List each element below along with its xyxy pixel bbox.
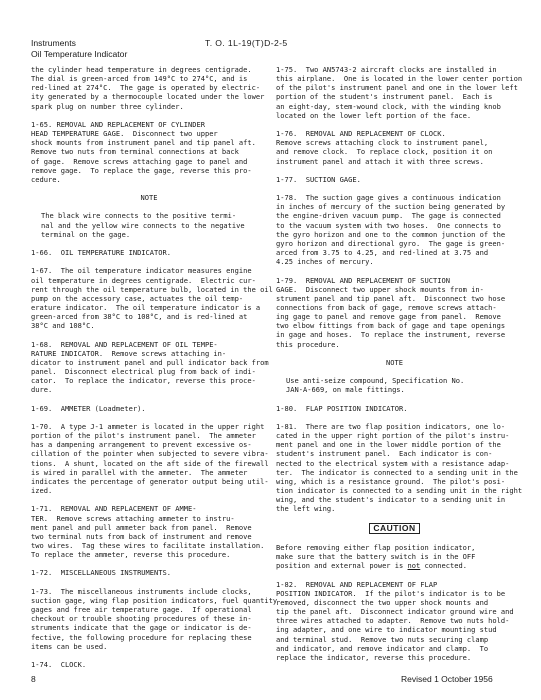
caution-text-not: not xyxy=(407,561,421,571)
heading-1-80: 1-80. FLAP POSITION INDICATOR. xyxy=(276,403,408,413)
caution-box-wrap xyxy=(276,523,513,534)
paragraph-1-81: 1-81. There are two flap position indicators, one lo- cated in the upper right portion of the pilot's instru- ment panel and one in the lower middle portion of the student's instrument panel. Each indicator is con- nected to the electrical system with a resistance adap- ter. The indicator is connected to a sending unit in the wing, which is a resistance ground. The pilot's posi- tion indicator is connected to a sending unit in the right wing, and the student's indicator to a sending unit in the left wing. xyxy=(276,421,523,514)
document-number: T. O. 1L-19(T)D-2-5 xyxy=(205,38,288,48)
paragraph-1-67: 1-67. The oil temperature indicator measures engine oil temperature in degrees centigrade. Electric cur- rent through the oil temperature bulb, located in the oil pump on the accessory case, actuates the oil temp- erature indicator. The oil temperature indicator is a green-arced from 38°C to 108°C, and is red-lined at 38°C and 108°C. xyxy=(31,266,273,331)
caution-text-a: Before removing either flap position indicator, make sure that the battery switch is in the OFF position and external power is xyxy=(276,542,476,571)
caution-text xyxy=(276,543,513,570)
note-heading: NOTE xyxy=(386,357,403,367)
paragraph-1-78: 1-78. The suction gage gives a continuous indication in inches of mercury of the suction being generated by the engine-driven vacuum pump. The gage is connected to the vacuum system with two hoses. One connects to the gyro horizon and one to the common junction of the gyro horizon and directional gyro. The gage is green- arced from 3.75 to 4.25, and red-lined at 3.75 and 4.25 inches of mercury. xyxy=(276,193,506,267)
paragraph-1-73: 1-73. The miscellaneous instruments include clocks, suction gage, wing flap position indicators, fuel quantity gages and free air temperature gage. If operational checkout or trouble shooting procedures of these in- struments indicate that the gage or indicator is de- fective, the following procedure for replacing these items can be used. xyxy=(31,586,278,651)
caution-label: CAUTION xyxy=(369,523,419,534)
heading-1-77: 1-77. SUCTION GAGE. xyxy=(276,174,361,184)
subsection-title: Oil Temperature Indicator xyxy=(31,48,128,59)
heading-1-69: 1-69. AMMETER (Loadmeter). xyxy=(31,403,146,413)
heading-1-72: 1-72. MISCELLANEOUS INSTRUMENTS. xyxy=(31,568,172,578)
running-header-left xyxy=(31,38,127,59)
page-number: 8 xyxy=(31,674,36,684)
paragraph-1-65: 1-65. REMOVAL AND REPLACEMENT OF CYLINDER HEAD TEMPERATURE GAGE. Disconnect two upper shock mounts from instrument panel and tip panel aft. Remove two nuts from terminal connections at back of gage. Remove screws attaching gage to panel and remove gage. To replace the gage, reverse this pro- cedure. xyxy=(31,119,256,184)
paragraph-1-68: 1-68. REMOVAL AND REPLACEMENT OF OIL TEMPE- RATURE INDICATOR. Remove screws attaching in- dicator to instrument panel and pull indicator back from panel. Disconnect electrical plug from back of indi- cator. To replace the indicator, reverse this proce- dure. xyxy=(31,339,269,395)
paragraph-intro: the cylinder head temperature in degrees centigrade. The dial is green-arced from 149°C to 274°C, and is red-lined at 274°C. The gage is operated by electric- ity generated by a thermocouple located under the lower spark plug on number three cylinder. xyxy=(31,65,265,111)
revision-date: Revised 1 October 1956 xyxy=(401,674,493,684)
note-text: Use anti-seize compound, Specification No. JAN-A-669, on male fittings. xyxy=(286,376,465,395)
paragraph-1-82: 1-82. REMOVAL AND REPLACEMENT OF FLAP POSITION INDICATOR. If the pilot's indicator is to be removed, disconnect the two upper shock mounts and tip the panel aft. Disconnect indicator ground wire and three wires attached to adapter. Remove two nuts hold- ing adapter, and one wire to indicator mounting stud and terminal stud. Remove two nuts securing clamp and indicator, and remove indicator and clamp. To replace the indicator, reverse this procedure. xyxy=(276,579,514,662)
paragraph-1-75: 1-75. Two AN5743-2 aircraft clocks are installed in this airplane. One is located in the lower center portion of the pilot's instrument panel and one in the lower left portion of the student's instrument panel. Each is an eight-day, stem-wound clock, with the winding knob located on the lower left portion of the face. xyxy=(276,65,523,120)
paragraph-1-71: 1-71. REMOVAL AND REPLACEMENT OF AMME- TER. Remove screws attaching ammeter to instru- ment panel and pull ammeter back from panel. Remove two terminal nuts from back of instrument and remove two wires. Tag these wires to facilitate installation. To replace the ammeter, reverse this procedure. xyxy=(31,504,265,560)
caution-text-b: connected. xyxy=(420,561,467,571)
left-column xyxy=(31,65,278,678)
heading-1-66: 1-66. OIL TEMPERATURE INDICATOR. xyxy=(31,248,172,258)
note-heading: NOTE xyxy=(140,193,158,203)
section-title: Instruments xyxy=(31,38,76,48)
heading-1-74: 1-74. CLOCK. xyxy=(31,659,87,669)
paragraph-1-79: 1-79. REMOVAL AND REPLACEMENT OF SUCTION GAGE. Disconnect two upper shock mounts from in- strument panel and tip panel aft. Disconnect two hose connections from back of gage, remove screws attach- ing gage to panel and remove gage from panel. Remove two elbow fittings from back of gage and tape openings in gage and hoses. To replace the instrument, reverse this procedure. xyxy=(276,275,506,349)
paragraph-1-70: 1-70. A type J-1 ammeter is located in the upper right portion of the pilot's instrument panel. The ammeter has a dampening arrangement to prevent excessive os- cillation of the pointer when subjected to severe vibra- tions. A shunt, located on the aft side of the firewall is wired in parallel with the ammeter. The ammeter indicates the percentage of generator output being util- ized. xyxy=(31,421,269,496)
right-column xyxy=(276,65,523,671)
paragraph-1-76: 1-76. REMOVAL AND REPLACEMENT OF CLOCK. Remove screws attaching clock to instrument panel, and remove clock. To replace clock, position it on instrument panel and attach it with three screws. xyxy=(276,129,493,166)
note-text: The black wire connects to the positive termi- nal and the yellow wire connects to the negative terminal on the gage. xyxy=(41,211,245,239)
